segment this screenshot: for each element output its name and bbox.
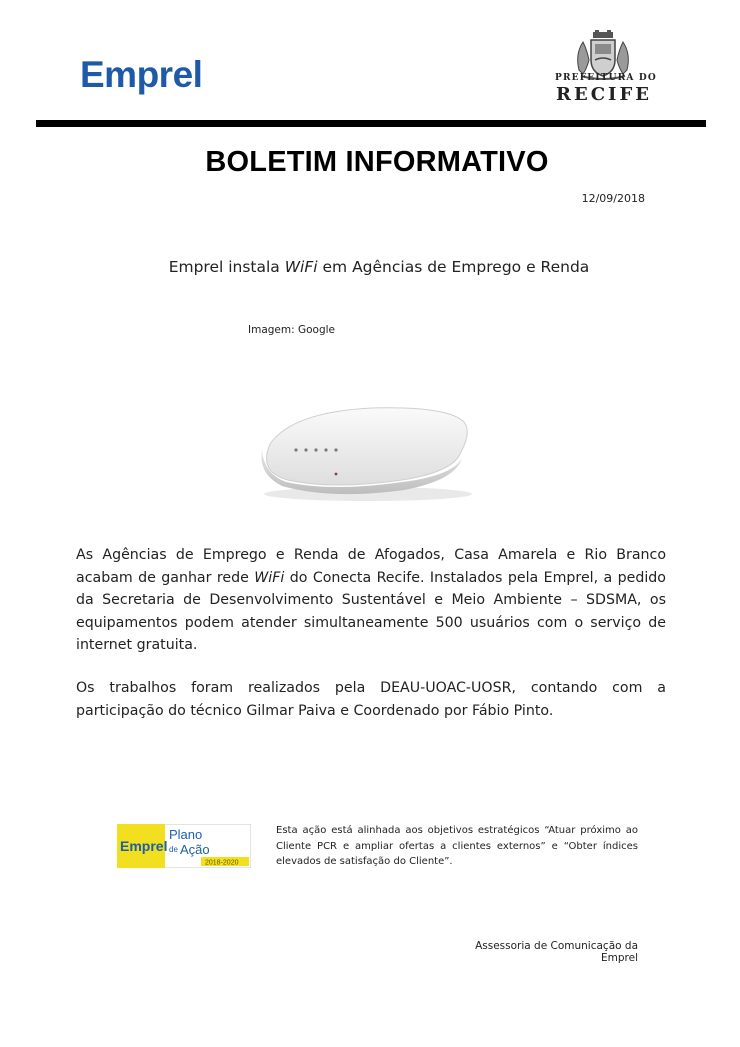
headline [0, 258, 740, 276]
image-credit: Imagem: Google [248, 324, 336, 336]
header-divider [36, 120, 706, 127]
plan-logo-plano: Plano [169, 827, 203, 842]
prefeitura-label: PREFEITURA DO [555, 73, 657, 83]
plan-logo-acao: Ação [180, 842, 210, 857]
headline-wifi: WiFi [284, 258, 318, 276]
body-paragraph-1 [76, 544, 666, 657]
plan-logo-de: de [169, 845, 178, 854]
para1-part-1: As Agências de Emprego e Renda de Afogados, Casa Amarela e Rio Branco acabam de ganhar rede [76, 547, 666, 586]
para1-wifi: WiFi [254, 569, 285, 586]
footer-credit: Assessoria de Comunicação da Emprel [475, 940, 638, 964]
recife-label: RECIFE [556, 84, 652, 105]
page-title: BOLETIM INFORMATIVO [205, 146, 549, 178]
para1-part-2: do Conecta Recife. Instalados pela Emprel, a pedido da Secretaria de Desenvolvimento Sustentável e Meio Ambiente – SDSMA, os equipamentos podem atender simultaneamente 500 usuários com o serviço de internet gratuita. [76, 569, 666, 653]
emprel-logo: Emprel [80, 54, 203, 95]
headline-part-1: Emprel instala [168, 258, 285, 276]
plano-de-acao-logo [117, 824, 251, 868]
bulletin-date: 12/09/2018 [581, 192, 645, 205]
wifi-router-image [252, 400, 476, 504]
body-paragraph-2: Os trabalhos foram realizados pela DEAU-UOAC-UOSR, contando com a participação do técnico Gilmar Paiva e Coordenado por Fábio Pinto. [76, 680, 666, 719]
headline-part-2: em Agências de Emprego e Renda [317, 258, 590, 276]
plan-logo-years: 2018-2020 [205, 859, 239, 867]
plan-alignment-text: Esta ação está alinhada aos objetivos estratégicos “Atuar próximo ao Cliente PCR e ampliar ofertas a clientes externos” e “Obter índices elevados de satisfação do Cliente”. [276, 825, 638, 867]
plan-logo-emprel: Emprel [120, 838, 168, 854]
